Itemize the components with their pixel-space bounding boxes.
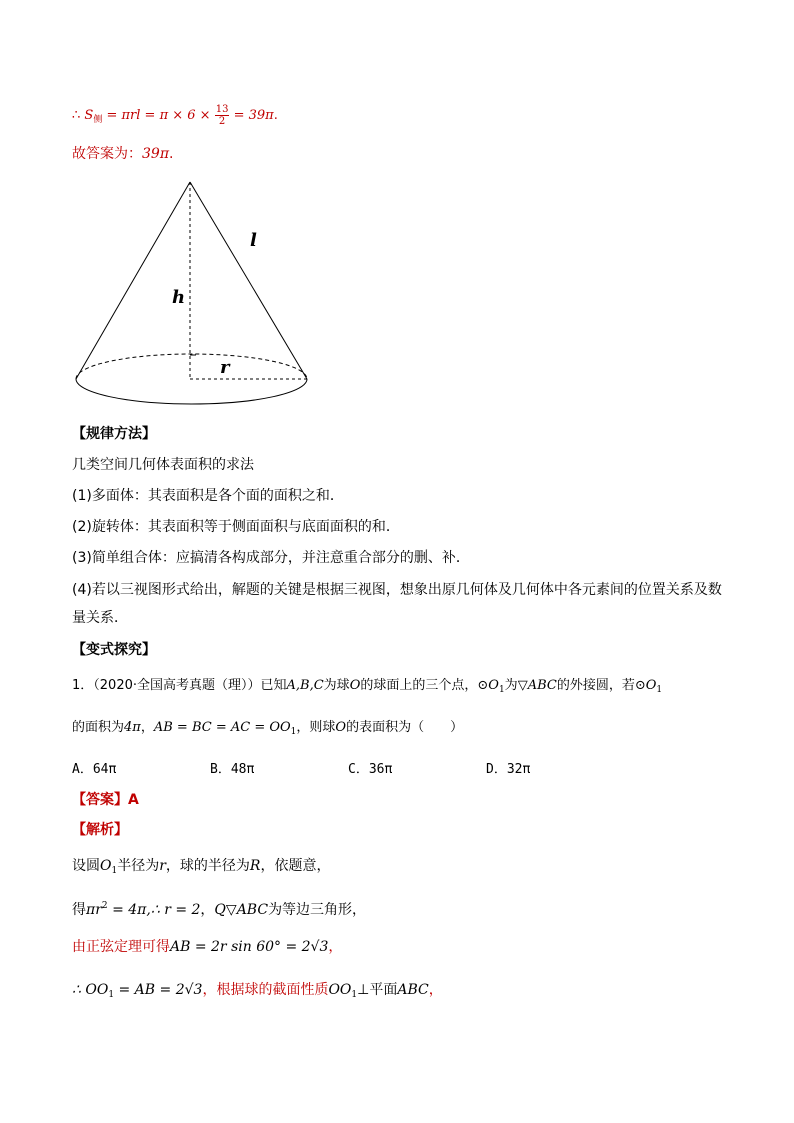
solution-text: ，球的半径为 bbox=[165, 858, 250, 874]
answer-row bbox=[72, 790, 139, 810]
solution-line-1 bbox=[72, 856, 330, 881]
sphere-radius: R bbox=[249, 858, 261, 874]
cone-base-back bbox=[76, 354, 307, 379]
question-text: 的表面积为（ ） bbox=[346, 720, 464, 735]
solution-line-2 bbox=[72, 896, 366, 920]
solution-text: ， bbox=[200, 902, 215, 918]
solution-text: ， bbox=[428, 982, 443, 998]
question-text: 为球 bbox=[323, 678, 350, 693]
cone-base-front bbox=[76, 379, 307, 404]
solution-text: 由正弦定理可得 bbox=[72, 939, 170, 955]
answer-value: A bbox=[128, 792, 139, 808]
question-line-1 bbox=[72, 676, 662, 700]
circle-o1: $⊙O_1$ bbox=[634, 678, 663, 695]
oo1-equation: ∴ $OO_1$ = AB = 2√3 bbox=[72, 982, 203, 1000]
lateral-area-formula bbox=[72, 104, 278, 130]
question-text: 的外接圆，若 bbox=[556, 678, 635, 693]
answer-label: 【答案】 bbox=[72, 792, 128, 808]
solution-text: 得 bbox=[72, 902, 86, 918]
plane-abc: ABC bbox=[397, 982, 429, 998]
question-source: （2020·全国高考真题（理）） bbox=[93, 678, 261, 693]
sine-law-equation: AB = 2r sin 60° = 2√3 bbox=[170, 939, 329, 955]
solution-text: 为等边三角形， bbox=[268, 902, 367, 918]
answer-statement bbox=[72, 144, 173, 164]
sphere-o: O bbox=[349, 678, 361, 693]
solution-text: 半径为 bbox=[117, 858, 160, 874]
analysis-heading: 【解析】 bbox=[72, 822, 128, 838]
answer-statement-value: 39π bbox=[142, 146, 170, 162]
formula-end: . bbox=[273, 108, 278, 123]
question-text: 的面积为 bbox=[72, 720, 125, 735]
area-equation: $\pi r^2$ = 4π,∴ r = 2 bbox=[86, 901, 201, 918]
option-a[interactable]: A．64π bbox=[72, 762, 117, 777]
option-c[interactable]: C．36π bbox=[348, 762, 393, 777]
since-symbol: Q bbox=[214, 902, 226, 918]
radius-r: r bbox=[159, 858, 166, 874]
formula-result: = 39π bbox=[229, 108, 274, 123]
equal-lengths: AB = BC = AC = $OO_1$ bbox=[153, 720, 297, 737]
circle-o1-label: $O_1$ bbox=[100, 858, 118, 876]
height-label: h bbox=[172, 287, 186, 308]
triangle-abc: ABC bbox=[527, 678, 557, 693]
question-text: 的球面上的三个点， bbox=[360, 678, 478, 693]
method-item: (1)多面体：其表面积是各个面的面积之和． bbox=[72, 488, 344, 504]
question-line-2 bbox=[72, 718, 463, 742]
solution-line-3 bbox=[72, 937, 342, 957]
option-d[interactable]: D．32π bbox=[486, 762, 531, 777]
method-item: (4)若以三视图形式给出，解题的关键是根据三视图，想象出原几何体及几何体中各元素间的位置关系及数 bbox=[72, 582, 722, 598]
solution-text: ⊥平面 bbox=[357, 982, 398, 998]
question-text: ，则球 bbox=[296, 720, 336, 735]
oo1-segment: $OO_1$ bbox=[328, 982, 358, 1000]
triangle-symbol: ▽ bbox=[225, 902, 237, 918]
method-heading: 【规律方法】 bbox=[72, 426, 156, 442]
circle-o1: $⊙O_1$ bbox=[477, 678, 505, 695]
question-text: 为 bbox=[504, 678, 518, 693]
triangle-abc: ABC bbox=[236, 902, 269, 918]
cone-left-edge bbox=[76, 182, 190, 379]
circle-area: 4π bbox=[124, 720, 141, 735]
points-abc: A,B,C bbox=[286, 678, 324, 693]
therefore-symbol: ∴ bbox=[72, 108, 81, 123]
radius-label: r bbox=[220, 357, 230, 378]
formula-s: $S_侧$ bbox=[84, 108, 103, 125]
answer-statement-end: . bbox=[169, 146, 174, 162]
solution-text: ，根据球的截面性质 bbox=[202, 982, 329, 998]
method-title: 几类空间几何体表面积的求法 bbox=[72, 457, 254, 473]
method-item: (2)旋转体：其表面积等于侧面面积与底面面积的和． bbox=[72, 519, 400, 535]
question-text: 已知 bbox=[260, 678, 287, 693]
cone-diagram bbox=[70, 175, 320, 415]
method-item: 量关系． bbox=[72, 610, 128, 626]
cone-slant-edge bbox=[190, 182, 307, 379]
option-b[interactable]: B．48π bbox=[210, 762, 255, 777]
solution-line-4 bbox=[72, 980, 443, 1005]
triangle-symbol: ▽ bbox=[517, 678, 528, 693]
variant-heading: 【变式探究】 bbox=[72, 642, 156, 658]
question-text: ， bbox=[140, 720, 154, 735]
solution-text: 设圆 bbox=[72, 858, 100, 874]
formula-expression: = πrl = π × 6 × bbox=[102, 108, 215, 123]
question-number: 1． bbox=[72, 678, 94, 693]
answer-statement-label: 故答案为： bbox=[72, 146, 142, 162]
solution-text: ，依题意， bbox=[260, 858, 331, 874]
method-item: (3)简单组合体：应搞清各构成部分，并注意重合部分的删、补． bbox=[72, 550, 470, 566]
slant-label: l bbox=[250, 230, 257, 251]
sphere-o: O bbox=[335, 720, 347, 735]
fraction-13-2: $\frac{13}{2}$ bbox=[215, 104, 229, 127]
solution-text: ， bbox=[328, 939, 343, 955]
